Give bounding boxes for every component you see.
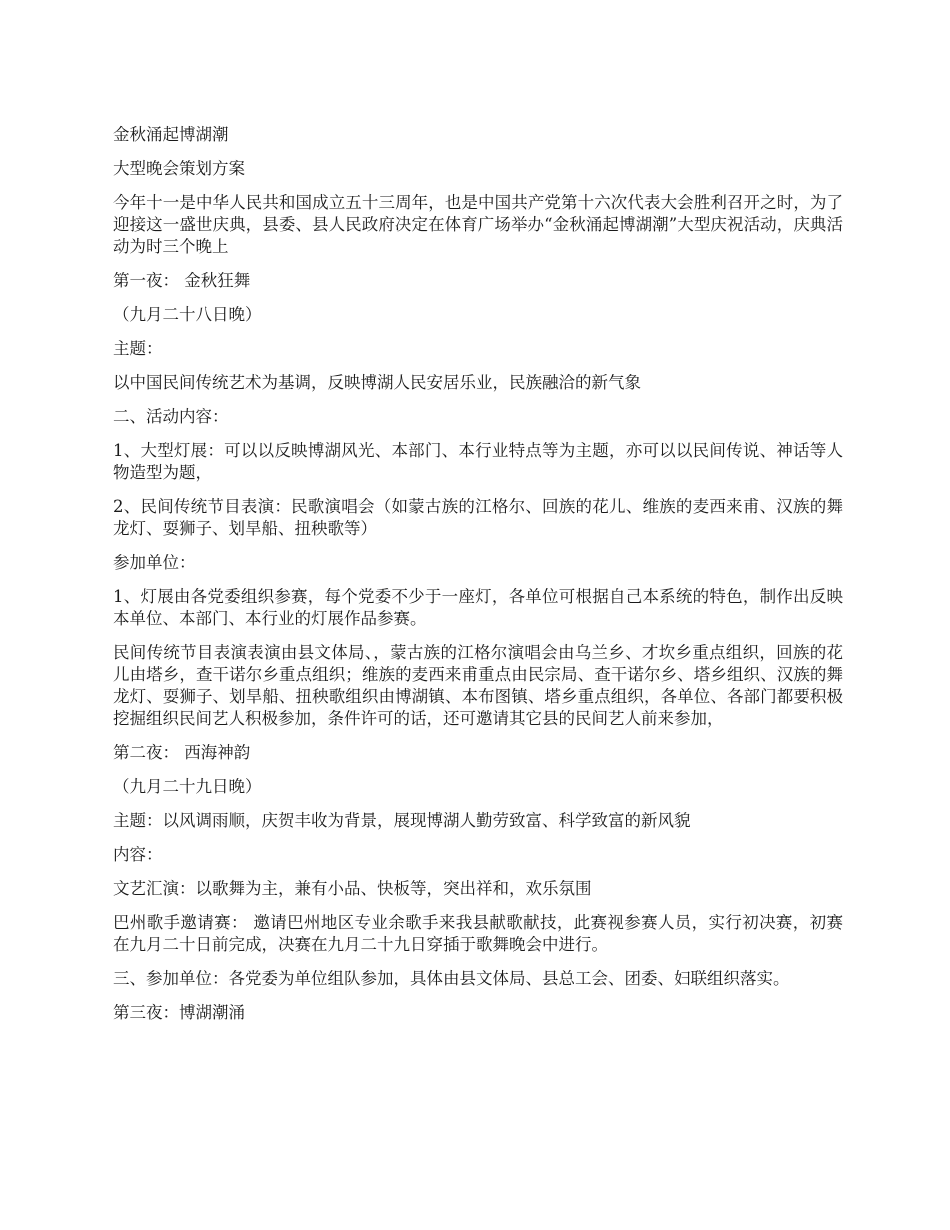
- activity-content-heading: 二、活动内容：: [113, 407, 229, 426]
- night-two-date: （九月二十九日晚）: [113, 777, 262, 796]
- folk-performance-item: 2、民间传统节目表演：民歌演唱会（如蒙古族的江格尔、回族的花儿、维族的麦西来甫、汉族的舞龙灯、耍狮子、划旱船、扭秧歌等）: [113, 497, 843, 538]
- document-body: [113, 124, 843, 1036]
- document-title: 金秋涌起博湖潮: [113, 125, 229, 144]
- theme-label: 主题：: [113, 339, 163, 358]
- intro-paragraph: 今年十一是中华人民共和国成立五十三周年，也是中国共产党第十六次代表大会胜利召开之时，为了迎接这一盛世庆典，县委、县人民政府决定在体育广场举办“金秋涌起博湖潮”大型庆祝活动，庆典活动为时三个晚上: [113, 193, 843, 256]
- participants-heading: 参加单位：: [113, 553, 196, 572]
- night-three-heading: 第三夜：博湖潮涌: [113, 1003, 245, 1022]
- theme-paragraph: 以中国民间传统艺术为基调，反映博湖人民安居乐业，民族融洽的新气象: [113, 373, 641, 392]
- folk-participants-paragraph: 民间传统节目表演表演由县文体局、，蒙古族的江格尔演唱会由乌兰乡、才坎乡重点组织，回族的花儿由塔乡，查干诺尔乡重点组织；维族的麦西来甫重点由民宗局、查干诺尔乡、塔乡组织、汉族的舞龙灯、耍狮子、划旱船、扭秧歌组织由博湖镇、本布图镇、塔乡重点组织，各单位、各部门都要积极挖掘组织民间艺人积极参加，条件许可的话，还可邀请其它县的民间艺人前来参加，: [113, 643, 843, 728]
- singer-contest-item: 巴州歌手邀请赛： 邀请巴州地区专业余歌手来我县献歌献技，此赛视参赛人员，实行初决赛，初赛在九月二十日前完成，决赛在九月二十九日穿插于歌舞晚会中进行。: [113, 913, 843, 954]
- night-two-heading: 第二夜： 西海神韵: [113, 743, 251, 762]
- night-one-heading: 第一夜： 金秋狂舞: [113, 271, 251, 290]
- document-subtitle: 大型晚会策划方案: [113, 159, 245, 178]
- lantern-participants-item: 1、灯展由各党委组织参赛，每个党委不少于一座灯，各单位可根据自己本系统的特色，制作出反映本单位、本部门、本行业的灯展作品参赛。: [113, 587, 843, 628]
- night-two-participants: 三、参加单位：各党委为单位组队参加，具体由县文体局、县总工会、团委、妇联组织落实。: [113, 969, 790, 988]
- night-one-date: （九月二十八日晚）: [113, 305, 262, 324]
- night-two-theme: 主题：以风调雨顺，庆贺丰收为背景，展现博湖人勤劳致富、科学致富的新风貌: [113, 811, 691, 830]
- content-label: 内容：: [113, 845, 163, 864]
- variety-show-item: 文艺汇演：以歌舞为主，兼有小品、快板等，突出祥和，欢乐氛围: [113, 879, 592, 898]
- lantern-show-item: 1、大型灯展：可以以反映博湖风光、本部门、本行业特点等为主题，亦可以以民间传说、神话等人物造型为题，: [113, 441, 843, 482]
